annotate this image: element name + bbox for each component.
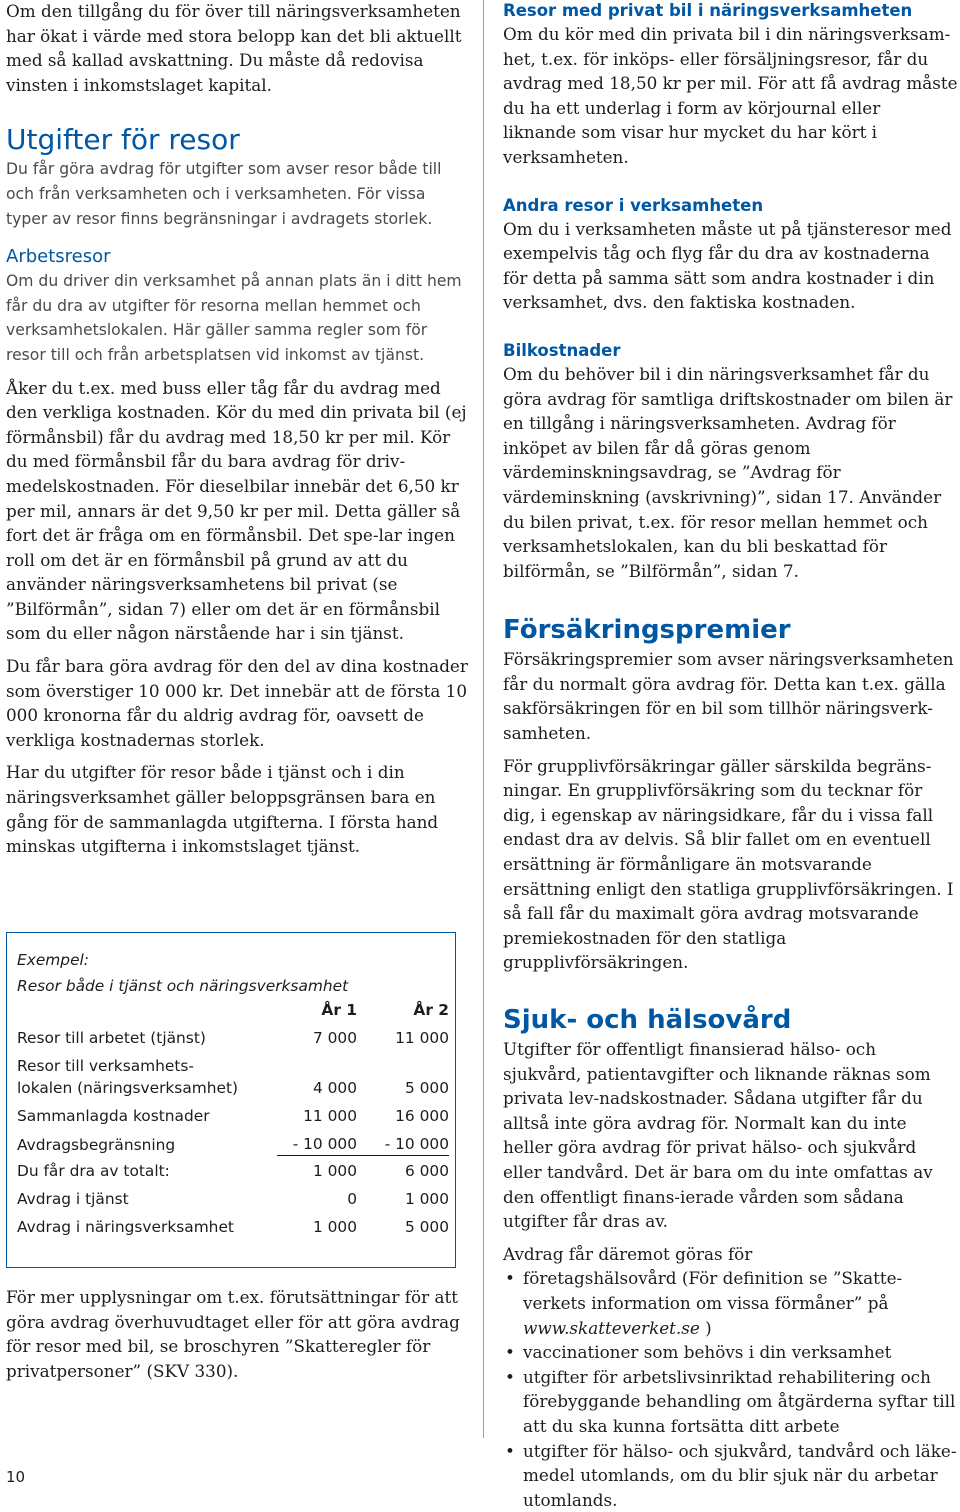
table-row: Avdrag i tjänst 0 1 000	[17, 1188, 449, 1210]
table-row: Sammanlagda kostnader 11 000 16 000	[17, 1105, 449, 1127]
example-table	[17, 999, 449, 1238]
travel-heading: Utgifter för resor	[6, 123, 468, 157]
list-item: • utgifter för arbetslivsinriktad rehabilitering och förebyggande behandling om åtgärderna syftar till att du ska kunna fortsätta ditt arbete	[503, 1365, 958, 1439]
commute-paragraph-1: Om du driver din verksamhet på annan plats än i ditt hem får du dra av utgifter för resorna mellan hemmet och verksamhetslokalen. Här gäller samma regler som för resor till och från arbetsplatsen vid inkomst av tjänst.	[6, 269, 468, 367]
travel-lead: Du får göra avdrag för utgifter som avser resor både till och från verksamheten och i verksamheten. För vissa typer av resor finns begränsningar i avdragets storlek.	[6, 157, 468, 231]
deduction-list	[503, 1266, 958, 1512]
private-car-heading: Resor med privat bil i näringsverksamheten	[503, 0, 958, 22]
skatteverket-link-text: www.skatteverket.se	[523, 1318, 700, 1338]
left-column	[6, 0, 468, 859]
list-item: • vaccinationer som behövs i din verksamhet	[503, 1340, 958, 1365]
year-1-header: År 1	[277, 999, 357, 1021]
list-item: • utgifter för hälso- och sjukvård, tandvård och läke-medel utomlands, om du blir sjuk när du arbetar utomlands.	[503, 1439, 958, 1512]
right-column	[503, 0, 958, 1512]
insurance-lead: Försäkringspremier som avser näringsverksamheten får du normalt göra avdrag för. Detta kan t.ex. gälla sakförsäkringen för en bil som tillhör näringsverk-samheten.	[503, 647, 958, 745]
year-2-header: År 2	[357, 999, 449, 1021]
insurance-heading: Försäkringspremier	[503, 613, 958, 647]
health-paragraph: Utgifter för offentligt finansierad hälso- och sjukvård, patientavgifter och liknande räknas som privata lev-nadskostnader. Sådana utgifter får du alltså inte göra avdrag för. Normalt kan du inte heller göra avdrag för privat hälso- och sjukvård eller tandvård. Det är bara om du inte omfattas av den offentligt finans-ierade vården som sådana utgifter får dras av.	[503, 1037, 958, 1234]
health-list-intro: Avdrag får däremot göras för	[503, 1242, 958, 1267]
table-row: Avdragsbegränsning - 10 000 - 10 000	[17, 1133, 449, 1156]
example-box	[6, 932, 456, 1268]
commute-paragraph-3: Du får bara göra avdrag för den del av dina kostnader som överstiger 10 000 kr. Det innebär att de första 10 000 kronorna får du aldrig avdrag för, oavsett de verkliga kostnadernas storlek.	[6, 654, 468, 752]
car-costs-paragraph: Om du behöver bil i din näringsverksamhet får du göra avdrag för samtliga driftskostnader om bilen är en tillgång i näringsverksamheten. Avdrag för inköpet av bilen får då göras genom värdeminskningsavdrag, se ”Avdrag för värdeminskning (avskrivning)”, sidan 17. Använder du bilen privat, t.ex. för resor mellan hemmet och verksamhetslokalen, kan du bli beskattad för bilförmån, se ”Bilförmån”, sidan 7.	[503, 362, 958, 583]
intro-paragraph: Om den tillgång du för över till näringsverksamheten har ökat i värde med stora belopp kan det bli aktuellt med så kallad avskattning. Du måste då redovisa vinsten i inkomstslaget kapital.	[6, 0, 468, 97]
table-row: Resor till arbetet (tjänst) 7 000 11 000	[17, 1027, 449, 1049]
list-item: • företagshälsovård (För definition se ”Skatte-verkets information om vissa förmåner” på www.skatteverket.se )	[503, 1266, 958, 1340]
more-info-paragraph: För mer upplysningar om t.ex. förutsättningar för att göra avdrag överhuvudtaget eller för att göra avdrag för resor med bil, se broschyren ”Skatteregler för privatpersoner” (SKV 330).	[6, 1285, 464, 1383]
private-car-paragraph: Om du kör med din privata bil i din näringsverksam-het, t.ex. för inköps- eller försäljningsresor, får du avdrag med 18,50 kr per mil. För att få avdrag måste du ha ett underlag i form av körjournal eller liknande som visar hur mycket du har kört i verksamheten.	[503, 22, 958, 170]
example-title-line-2: Resor både i tjänst och näringsverksamhet	[17, 973, 348, 999]
other-travel-heading: Andra resor i verksamheten	[503, 194, 958, 217]
page-number: 10	[6, 1468, 25, 1486]
other-travel-paragraph: Om du i verksamheten måste ut på tjänsteresor med exempelvis tåg och flyg får du dra av kostnaderna för detta på samma sätt som andra kostnader i din verksamhet, dvs. den faktiska kostnaden.	[503, 217, 958, 315]
commute-heading: Arbetsresor	[6, 245, 468, 269]
commute-paragraph-4: Har du utgifter för resor både i tjänst och i din näringsverksamhet gäller beloppsgränsen bara en gång för de sammanlagda utgifterna. I första hand minskas utgifterna i inkomstslaget tjänst.	[6, 760, 468, 858]
column-divider	[483, 0, 484, 1438]
commute-paragraph-2: Åker du t.ex. med buss eller tåg får du avdrag med den verkliga kostnaden. Kör du med din privata bil (ej förmånsbil) får du avdrag med 18,50 kr per mil. Kör du med förmånsbil får du bara avdrag för driv-medelskostnaden. För dieselbilar innebär det 6,50 kr per mil, annars är det 9,50 kr per mil. Detta gäller så fort det är fråga om en förmånsbil. Det spe-lar ingen roll om det är en förmånsbil på grund av att du använder näringsverksamhetens bil privat (se ”Bilförmån”, sidan 7) eller om det är en förmånsbil som du eller någon närstående har i sin tjänst.	[6, 376, 468, 647]
example-title	[17, 947, 348, 999]
example-header-row	[17, 999, 449, 1021]
table-row: Avdrag i näringsverksamhet 1 000 5 000	[17, 1216, 449, 1238]
car-costs-heading: Bilkostnader	[503, 339, 958, 362]
table-row: Resor till verksamhets- lokalen (näringsverksamhet) 4 000 5 000	[17, 1055, 449, 1099]
table-row: Du får dra av totalt: 1 000 6 000	[17, 1160, 449, 1182]
health-heading: Sjuk- och hälsovård	[503, 1003, 958, 1037]
insurance-paragraph-2: För grupplivförsäkringar gäller särskilda begräns-ningar. En grupplivförsäkring som du tecknar för dig, i egenskap av näringsidkare, får du i vissa fall endast dra av delvis. Så blir fallet om en eventuell ersättning är förmånligare än motsvarande ersättning enligt den statliga grupplivförsäkringen. I så fall får du maximalt göra avdrag motsvarande premiekostnaden för den statliga grupplivförsäkringen.	[503, 754, 958, 975]
example-title-line-1: Exempel:	[17, 947, 348, 973]
